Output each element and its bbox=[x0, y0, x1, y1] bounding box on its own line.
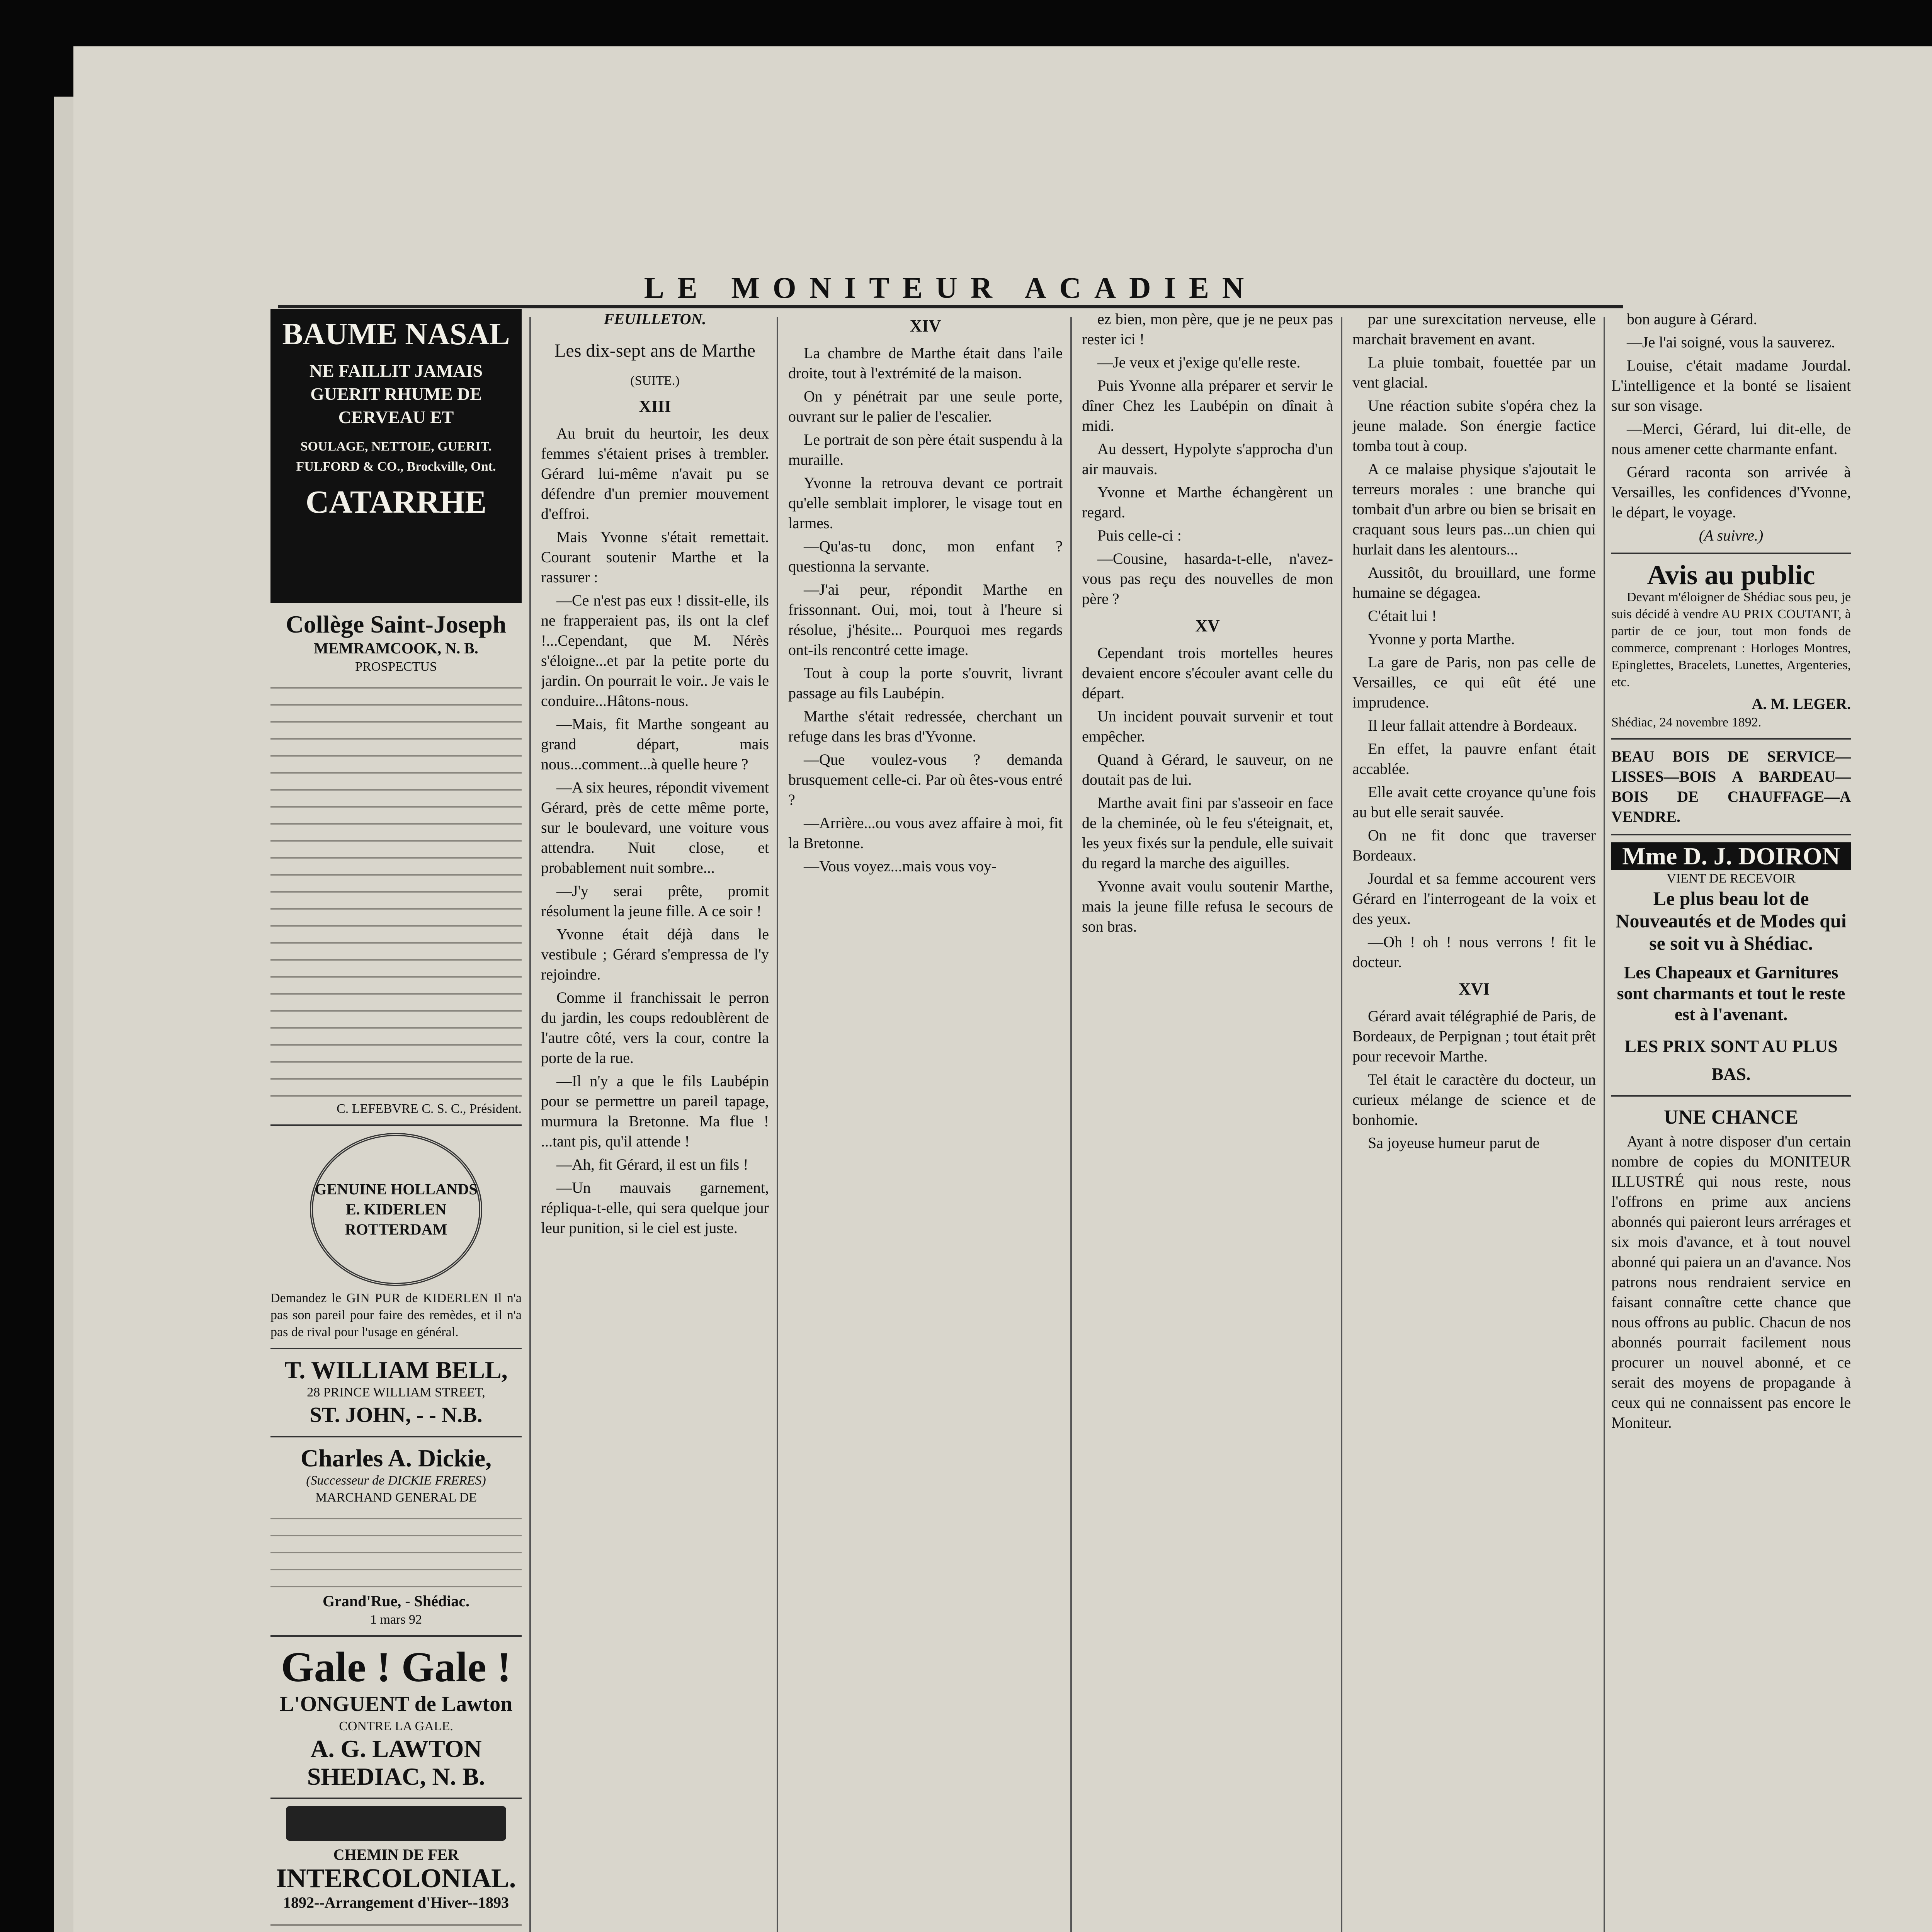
dickie-date: 1 mars 92 bbox=[370, 1612, 422, 1627]
paragraph: Au dessert, Hypolyte s'approcha d'un air mauvais. bbox=[1082, 440, 1333, 478]
paragraph: La pluie tombait, fouettée par un vent glacial. bbox=[1352, 354, 1596, 391]
paragraph: Une réaction subite s'opéra chez la jeune malade. Son énergie factice tomba tout à coup. bbox=[1352, 397, 1596, 454]
ad-bottom: CATARRHE bbox=[305, 484, 487, 520]
paragraph: On ne fit donc que traverser Bordeaux. bbox=[1352, 827, 1596, 864]
column-rule bbox=[1604, 317, 1605, 1932]
paragraph: —Oh ! oh ! nous verrons ! fit le docteur. bbox=[1352, 933, 1596, 971]
chapter-number: XIV bbox=[910, 316, 941, 335]
paragraph: Comme il franchissait le perron du jardin, les coups redoublèrent de l'autre côté, vers la cour, contre la porte de la rue. bbox=[541, 989, 769, 1066]
dickie-place: Grand'Rue, - Shédiac. bbox=[322, 1592, 470, 1610]
ads-column bbox=[270, 309, 522, 1932]
paragraph: Marthe s'était redressée, cherchant un refuge dans les bras d'Yvonne. bbox=[788, 707, 1063, 745]
paragraph: —Il n'y a que le fils Laubépin pour se permettre un pareil tapage, murmura la Bretonne. Ma flue ! ...tant pis, qu'il attende ! bbox=[541, 1072, 769, 1150]
rail-name: INTERCOLONIAL. bbox=[276, 1864, 516, 1893]
gale-seller: A. G. LAWTON bbox=[310, 1735, 482, 1762]
doiron-text: Le plus beau lot de Nouveautés et de Modes qui se soit vu à Shédiac. bbox=[1616, 888, 1847, 954]
paragraph: —A six heures, répondit vivement Gérard, près de cette même porte, sur le boulevard, une voiture vous attendra. Nuit close, et probablement nuit sombre... bbox=[541, 779, 769, 876]
paragraph: bon augure à Gérard. bbox=[1627, 310, 1757, 328]
story-suite: (SUITE.) bbox=[630, 374, 680, 388]
ad-body: SOULAGE, NETTOIE, GUERIT. FULFORD & CO., Brockville, Ont. bbox=[296, 439, 496, 474]
paragraph: —Qu'as-tu donc, mon enfant ? questionna la servante. bbox=[788, 537, 1063, 575]
college-prospectus: PROSPECTUS bbox=[355, 660, 437, 674]
gale-remedy: L'ONGUENT de Lawton bbox=[279, 1692, 513, 1716]
ad-side-text: NE FAILLIT JAMAIS GUERIT RHUME DE CERVEAU ET bbox=[309, 361, 483, 427]
paragraph: Yvonne était déjà dans le vestibule ; Gérard s'empressa de l'y rejoindre. bbox=[541, 925, 769, 983]
rail-head: CHEMIN DE FER bbox=[333, 1846, 459, 1863]
masthead bbox=[278, 270, 1623, 308]
paragraph: Il leur fallait attendre à Bordeaux. bbox=[1368, 717, 1577, 734]
chance-text: Ayant à notre disposer d'un certain nombre de copies du MONITEUR ILLUSTRÉ qui nous reste, nous l'offrons en prime aux anciens abonnés qui paieront leurs arrérages et six mois d'avance, et à tout nouvel abonné qui paiera un an d'avance. Nos patrons nous rendraient service en faisant connaître cette chance que nous offrons au public. Chacun de nos abonnés pourrait facilement nous procurer un nouvel abonné, et ce serait des moyens de propagande à ceux qui ne connaissent pas encore le Moniteur. bbox=[1611, 1133, 1851, 1431]
paragraph: La chambre de Marthe était dans l'aile droite, tout à l'extrémité de la maison. bbox=[788, 344, 1063, 382]
paragraph: Cependant trois mortelles heures devaient encore s'écouler avant celle du départ. bbox=[1082, 644, 1333, 702]
paragraph: —Ce n'est pas eux ! dissit-elle, ils ne frapperaient pas, ils ont la clef !...Cependant, que M. Nérès s'éloigne...et par la petite porte du jardin. On pourrait le voir.. Je vais le conduire...Hâtons-nous. bbox=[541, 592, 769, 709]
paragraph: Aussitôt, du brouillard, une forme humaine se dégagea. bbox=[1352, 564, 1596, 601]
paragraph: —Vous voyez...mais vous voy- bbox=[804, 857, 997, 875]
baume-nasal-ad bbox=[270, 309, 522, 603]
paragraph: Jourdal et sa femme accourent vers Gérard en l'interrogeant de la voix et des yeux. bbox=[1352, 870, 1596, 927]
paragraph: Tel était le caractère du docteur, un curieux mélange de science et de bonhomie. bbox=[1352, 1071, 1596, 1128]
paragraph: —Que voulez-vous ? demanda brusquement celle-ci. Par où êtes-vous entré ? bbox=[788, 751, 1063, 808]
column-rule bbox=[1070, 317, 1072, 1932]
paragraph: —Merci, Gérard, lui dit-elle, de nous amener cette charmante enfant. bbox=[1611, 420, 1851, 457]
dickie-name: Charles A. Dickie, bbox=[300, 1444, 492, 1472]
feuilleton-label: FEUILLETON. bbox=[604, 310, 706, 328]
paragraph: Louise, c'était madame Jourdal. L'intelligence et la bonté se lisaient sur son visage. bbox=[1611, 357, 1851, 414]
paragraph: Yvonne la retrouva devant ce portrait qu'elle semblait implorer, le visage tout en larmes. bbox=[788, 474, 1063, 532]
masthead-title: LE MONITEUR ACADIEN bbox=[644, 271, 1257, 304]
paragraph: Yvonne avait voulu soutenir Marthe, mais la jeune fille refusa le secours de son bras. bbox=[1082, 878, 1333, 935]
paragraph: —Arrière...ou vous avez affaire à moi, fit la Bretonne. bbox=[788, 814, 1063, 852]
kiderlen-text: Demandez le GIN PUR de KIDERLEN Il n'a pas son pareil pour faire des remèdes, et il n'a pas de rival pour l'usage en général. bbox=[270, 1291, 522, 1339]
paragraph: —Je veux et j'exige qu'elle reste. bbox=[1097, 354, 1301, 371]
kiderlen-seal bbox=[310, 1133, 482, 1286]
avis-signature: A. M. LEGER. bbox=[1752, 695, 1851, 713]
gale-sub: CONTRE LA GALE. bbox=[339, 1719, 453, 1733]
paragraph: —Un mauvais garnement, répliqua-t-elle, qui sera quelque jour leur punition, si le ciel est juste. bbox=[541, 1179, 769, 1236]
chapeaux-text: Les Chapeaux et Garnitures sont charmants et tout le reste est à l'avenant. bbox=[1617, 963, 1845, 1024]
paragraph: On y pénétrait par une seule porte, ouvrant sur le palier de l'escalier. bbox=[788, 388, 1063, 425]
college-text-block bbox=[270, 675, 522, 1100]
bell-name: T. WILLIAM BELL, bbox=[284, 1356, 508, 1384]
paragraph: Mais Yvonne s'était remettait. Courant soutenir Marthe et la rassurer : bbox=[541, 528, 769, 586]
paragraph: —Cousine, hasarda-t-elle, n'avez-vous pas reçu des nouvelles de mon père ? bbox=[1082, 550, 1333, 607]
paragraph: Marthe avait fini par s'asseoir en face de la cheminée, où le feu s'éteignait, et, les yeux fixés sur la pendule, elle suivait du regard la marche des aiguilles. bbox=[1082, 794, 1333, 872]
story-column-3 bbox=[1082, 309, 1333, 1932]
college-title: Collège Saint-Joseph bbox=[286, 611, 507, 638]
prix-text: LES PRIX SONT AU PLUS BAS. bbox=[1624, 1036, 1838, 1084]
dickie-goods bbox=[270, 1506, 522, 1591]
doiron-title: Mme D. J. DOIRON bbox=[1611, 842, 1851, 870]
chapter-number: XIII bbox=[639, 397, 671, 416]
dickie-successor: (Successeur de DICKIE FRERES) bbox=[306, 1473, 486, 1488]
paragraph: Un incident pouvait survenir et tout empêcher. bbox=[1082, 707, 1333, 745]
paragraph: —Je l'ai soigné, vous la sauverez. bbox=[1627, 333, 1835, 351]
rail-schedule-title: 1892--Arrangement d'Hiver--1893 bbox=[283, 1894, 509, 1911]
bell-city: ST. JOHN, - - N.B. bbox=[310, 1403, 483, 1427]
avis-date: Shédiac, 24 novembre 1892. bbox=[1611, 715, 1762, 730]
paragraph: par une surexcitation nerveuse, elle marchait bravement en avant. bbox=[1352, 310, 1596, 348]
story-column-4 bbox=[1352, 309, 1596, 1932]
paragraph: —J'ai peur, répondit Marthe en frissonnant. Oui, moi, tout à l'heure si résolue, j'hésite... Pourquoi mes regards ont-ils rencontré cette image. bbox=[788, 581, 1063, 658]
paragraph: Quand à Gérard, le sauveur, on ne doutait pas de lui. bbox=[1082, 751, 1333, 788]
dickie-trade: MARCHAND GENERAL DE bbox=[315, 1490, 477, 1505]
paragraph: Gérard avait télégraphié de Paris, de Bordeaux, de Perpignan ; tout était prêt pour recevoir Marthe. bbox=[1352, 1007, 1596, 1065]
paragraph: Puis Yvonne alla préparer et servir le dîner Chez les Laubépin on dînait à midi. bbox=[1082, 377, 1333, 434]
paragraph: C'était lui ! bbox=[1368, 607, 1437, 624]
avis-text: Devant m'éloigner de Shédiac sous peu, je suis décidé à vendre AU PRIX COUTANT, à partir de ce jour, tout mon fonds de commerce, comprenant : Horloges Montres, Epinglettes, Bracelets, Lunettes, Argenteries, etc. bbox=[1611, 590, 1851, 689]
college-signature: C. LEFEBVRE C. S. C., Président. bbox=[337, 1102, 522, 1116]
rail-timetable bbox=[270, 1913, 522, 1932]
chance-title: UNE CHANCE bbox=[1663, 1106, 1799, 1128]
column-rule bbox=[777, 317, 778, 1932]
gale-title: Gale ! Gale ! bbox=[281, 1643, 511, 1690]
paragraph: Gérard raconta son arrivée à Versailles, les confidences d'Yvonne, le départ, le voyage. bbox=[1611, 463, 1851, 521]
paragraph: Tout à coup la porte s'ouvrit, livrant passage au fils Laubépin. bbox=[788, 664, 1063, 702]
paragraph: Elle avait cette croyance qu'une fois au but elle serait sauvée. bbox=[1352, 783, 1596, 821]
bell-street: 28 PRINCE WILLIAM STREET, bbox=[307, 1385, 485, 1400]
college-place: MEMRAMCOOK, N. B. bbox=[314, 639, 478, 657]
paragraph: A ce malaise physique s'ajoutait le terreurs morales : une branche qui tombait d'un arbre ou bien se brisait en craquant sous leurs pas...un chien qui hurlait dans les alentours... bbox=[1352, 460, 1596, 558]
chapter-number: XVI bbox=[1458, 980, 1490, 998]
column-rule bbox=[1341, 317, 1342, 1932]
paragraph: —J'y serai prête, promit résolument la jeune fille. A ce soir ! bbox=[541, 882, 769, 920]
doiron-sub: VIENT DE RECEVOIR bbox=[1667, 871, 1796, 886]
column-rule bbox=[529, 317, 531, 1932]
gale-town: SHEDIAC, N. B. bbox=[307, 1763, 485, 1790]
paragraph: En effet, la pauvre enfant était accablée. bbox=[1352, 740, 1596, 777]
bois-title: BEAU BOIS DE SERVICE—LISSES—BOIS A BARDEAU—BOIS DE CHAUFFAGE—A VENDRE. bbox=[1611, 748, 1851, 825]
paragraph: Yvonne y porta Marthe. bbox=[1368, 630, 1515, 648]
notices-column bbox=[1611, 309, 1851, 1932]
chapter-number: XV bbox=[1195, 616, 1220, 635]
seal-text: GENUINE HOLLANDS E. KIDERLEN ROTTERDAM bbox=[315, 1180, 478, 1238]
feuilleton-column bbox=[541, 309, 769, 1932]
paragraph: Au bruit du heurtoir, les deux femmes s'étaient prises à trembler. Gérard lui-même n'avait pu se défendre d'un premier mouvement d'effroi. bbox=[541, 425, 769, 522]
paragraph: —Ah, fit Gérard, il est un fils ! bbox=[556, 1156, 748, 1173]
paragraph: Sa joyeuse humeur parut de bbox=[1368, 1134, 1540, 1151]
ad-title: BAUME NASAL bbox=[282, 317, 510, 351]
train-icon bbox=[286, 1806, 506, 1841]
paragraph: La gare de Paris, non pas celle de Versailles, ce qui eût été une imprudence. bbox=[1352, 653, 1596, 711]
to-be-continued: (A suivre.) bbox=[1699, 527, 1764, 544]
story-title: Les dix-sept ans de Marthe bbox=[554, 340, 755, 361]
paragraph: —Mais, fit Marthe songeant au grand départ, mais nous...comment...à quelle heure ? bbox=[541, 715, 769, 773]
paragraph: Yvonne et Marthe échangèrent un regard. bbox=[1082, 483, 1333, 521]
paragraph: ez bien, mon père, que je ne peux pas rester ici ! bbox=[1082, 310, 1333, 348]
paragraph: Le portrait de son père était suspendu à la muraille. bbox=[788, 431, 1063, 468]
avis-title: Avis au public bbox=[1647, 560, 1815, 590]
story-column-2 bbox=[788, 309, 1063, 1932]
paragraph: Puis celle-ci : bbox=[1097, 527, 1182, 544]
